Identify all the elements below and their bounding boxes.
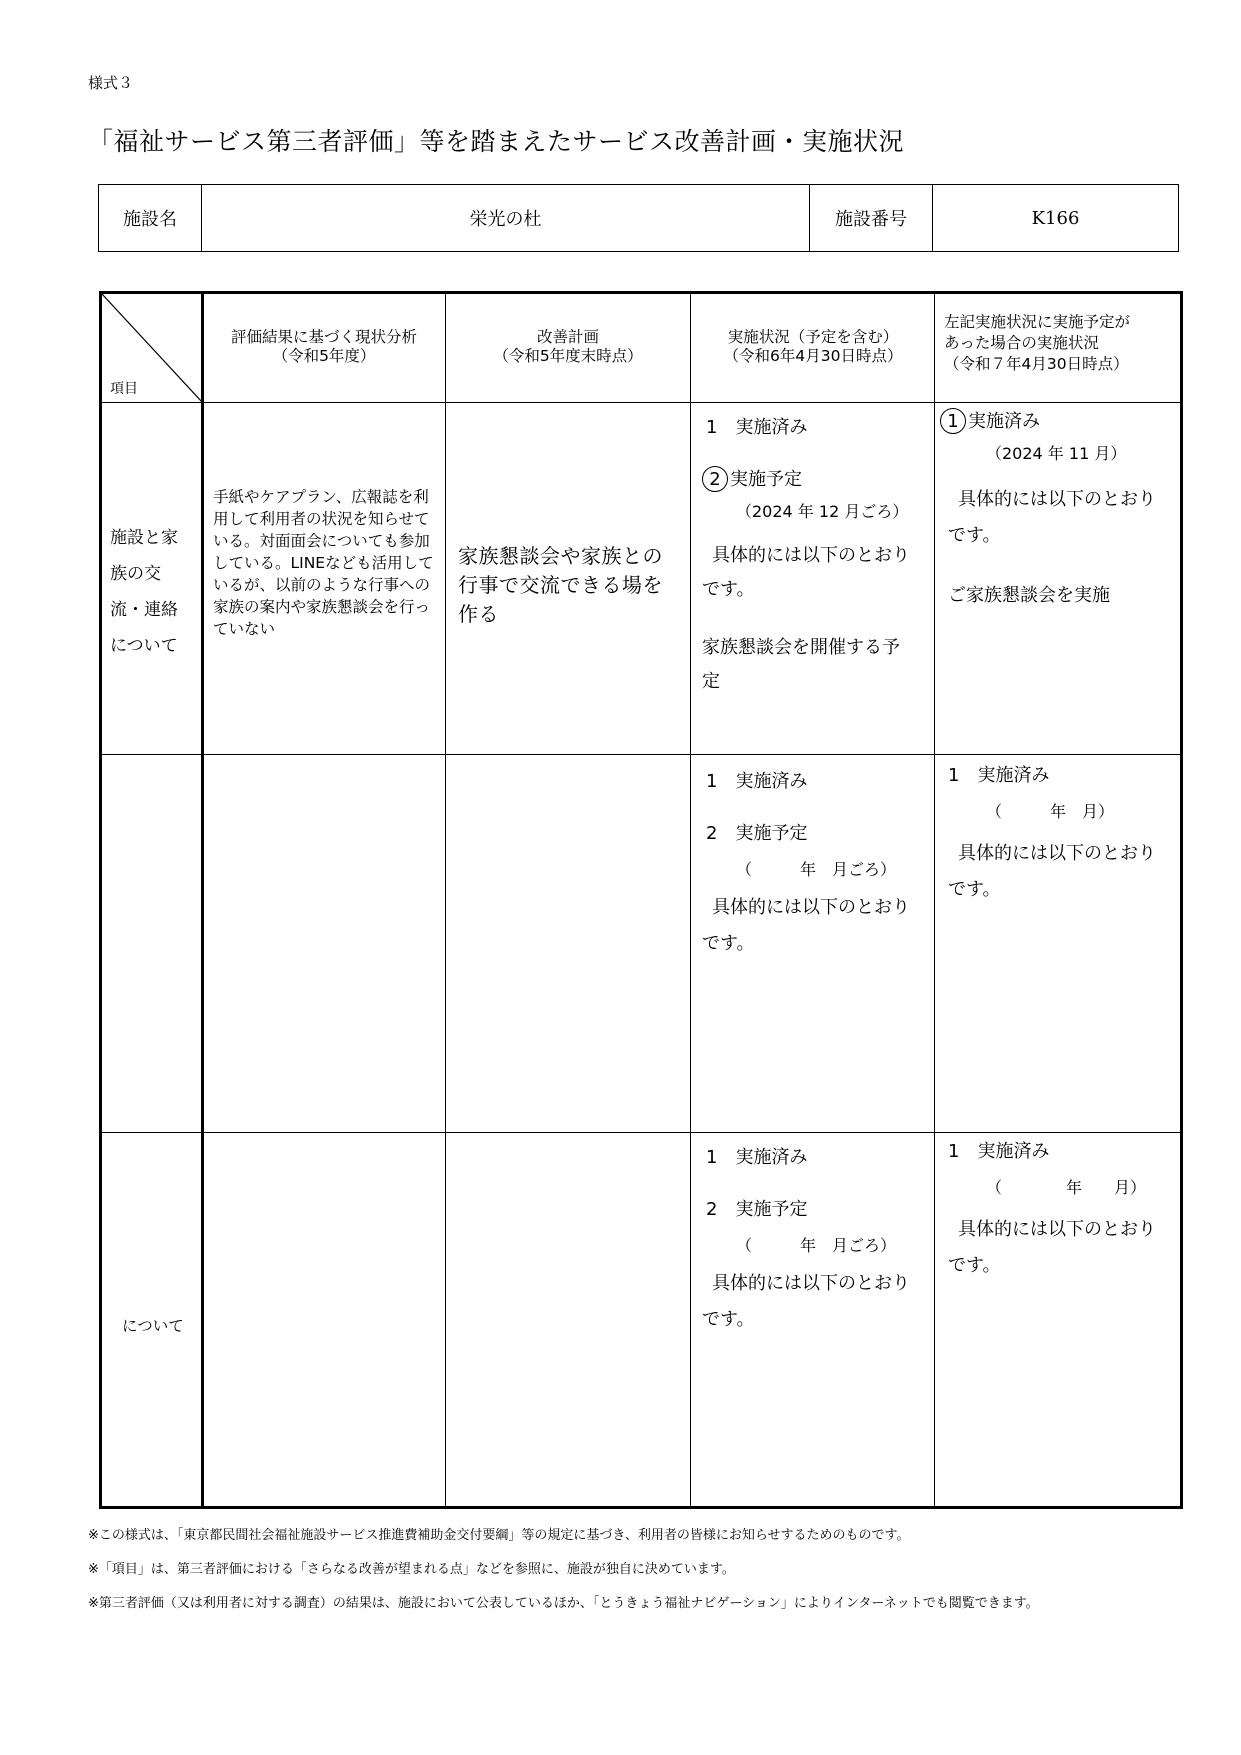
selected-option-circle: 2 bbox=[702, 466, 728, 492]
followup-done: 1 実施済み bbox=[948, 765, 1050, 786]
facility-number-label: 施設番号 bbox=[810, 185, 933, 251]
selected-option-circle: 1 bbox=[940, 408, 966, 434]
header-followup-line: 左記実施状況に実施予定が bbox=[944, 313, 1131, 331]
row1-followup bbox=[940, 408, 1184, 608]
status-detail: です。 bbox=[702, 933, 755, 954]
status-done: 1 実施済み bbox=[706, 771, 808, 792]
column-divider bbox=[445, 294, 446, 1506]
status-detail: 具体的には以下のとおり bbox=[712, 545, 910, 566]
row3-followup bbox=[948, 1140, 1184, 1278]
followup-detail: です。 bbox=[948, 879, 1001, 900]
topic-line: について bbox=[110, 636, 178, 656]
row1-analysis: 手紙やケアプラン、広報誌を利用して利用者の状況を知らせている。対面面会についても参加している。LINEなども活用しているが、以前のような行事への家族の案内や家族懇談会を行っていない bbox=[213, 488, 434, 638]
status-planned: 2 実施予定 bbox=[706, 1199, 808, 1220]
facility-header-table bbox=[98, 184, 1179, 252]
header-followup-line: あった場合の実施状況 bbox=[944, 334, 1099, 352]
header-plan bbox=[446, 328, 690, 366]
row2-followup bbox=[948, 764, 1184, 902]
topic-line: 族の交 bbox=[110, 564, 161, 584]
facility-number: K166 bbox=[1031, 207, 1080, 229]
footnote: ※「項目」は、第三者評価における「さらなる改善が望まれる点」などを参照に、施設が独自に決めています。 bbox=[88, 1562, 735, 1577]
followup-detail: 具体的には以下のとおり bbox=[958, 489, 1156, 510]
topic-line: 施設と家 bbox=[110, 528, 178, 548]
row2-status bbox=[702, 770, 932, 956]
followup-date: （ 年 月） bbox=[986, 1178, 1147, 1197]
followup-note: ご家族懇談会を実施 bbox=[948, 585, 1110, 606]
status-detail: 具体的には以下のとおり bbox=[712, 1273, 910, 1294]
option-number: 1 bbox=[706, 417, 718, 438]
form-number: 様式３ bbox=[88, 74, 134, 92]
facility-name-label: 施設名 bbox=[99, 185, 202, 251]
status-planned: 2 実施予定 bbox=[706, 823, 808, 844]
status-planned-date: （ 年 月ごろ） bbox=[736, 860, 897, 879]
row-divider bbox=[102, 1132, 1180, 1133]
followup-done: 1 実施済み bbox=[948, 1141, 1050, 1162]
status-done: 実施済み bbox=[735, 417, 808, 438]
followup-done: 実施済み bbox=[968, 411, 1040, 432]
footnotes bbox=[88, 1528, 1039, 1630]
topic-line: について bbox=[122, 1317, 184, 1335]
followup-detail: です。 bbox=[948, 1255, 1001, 1276]
status-done: 1 実施済み bbox=[706, 1147, 808, 1168]
status-detail: です。 bbox=[702, 579, 755, 600]
column-divider bbox=[934, 294, 935, 1506]
row1-topic bbox=[110, 520, 198, 664]
status-detail: 具体的には以下のとおり bbox=[712, 897, 910, 918]
followup-date: （ 年 月） bbox=[986, 802, 1115, 821]
footnote: ※第三者評価（又は利用者に対する調査）の結果は、施設において公表しているほか、「とうきょう福祉ナビゲーション」によりインターネットでも閲覧できます。 bbox=[88, 1596, 1039, 1611]
followup-detail: 具体的には以下のとおり bbox=[958, 1219, 1156, 1240]
improvement-plan-table bbox=[99, 291, 1183, 1509]
header-status bbox=[691, 328, 935, 366]
header-status-line: （令和6年4月30日時点） bbox=[723, 347, 903, 365]
facility-name: 栄光の杜 bbox=[202, 185, 810, 251]
status-note: 定 bbox=[702, 671, 720, 692]
item-column-label: 項目 bbox=[110, 381, 138, 397]
status-note: 家族懇談会を開催する予 bbox=[702, 637, 900, 658]
row-divider bbox=[102, 402, 1180, 403]
topic-line: 流・連絡 bbox=[110, 600, 178, 620]
status-planned-date: （ 年 月ごろ） bbox=[736, 1236, 897, 1255]
header-followup bbox=[944, 312, 1184, 375]
row-divider bbox=[102, 754, 1180, 755]
column-divider bbox=[690, 294, 691, 1506]
status-planned: 実施予定 bbox=[730, 469, 802, 490]
status-detail: です。 bbox=[702, 1309, 755, 1330]
status-planned-date: （2024 年 12 月ごろ） bbox=[736, 502, 909, 521]
header-plan-line: （令和5年度末時点） bbox=[493, 347, 643, 365]
followup-detail: です。 bbox=[948, 525, 1001, 546]
header-status-line: 実施状況（予定を含む） bbox=[727, 328, 899, 346]
header-analysis bbox=[202, 328, 446, 366]
header-plan-line: 改善計画 bbox=[536, 328, 599, 346]
row3-topic bbox=[122, 1308, 202, 1344]
header-analysis-line: （令和5年度） bbox=[272, 347, 376, 365]
header-followup-line: （令和７年4月30日時点） bbox=[944, 355, 1129, 373]
row1-plan: 家族懇談会や家族との行事で交流できる場を作る bbox=[458, 544, 663, 626]
corner-cell bbox=[102, 294, 202, 402]
header-analysis-line: 評価結果に基づく現状分析 bbox=[230, 328, 417, 346]
followup-date: （2024 年 11 月） bbox=[986, 444, 1127, 463]
footnote: ※この様式は、「東京都民間社会福祉施設サービス推進費補助金交付要綱」等の規定に基づき、利用者の皆様にお知らせするためのものです。 bbox=[88, 1528, 910, 1543]
followup-detail: 具体的には以下のとおり bbox=[958, 843, 1156, 864]
row3-status bbox=[702, 1146, 932, 1332]
document-title: 「福祉サービス第三者評価」等を踏まえたサービス改善計画・実施状況 bbox=[88, 127, 905, 156]
row1-status bbox=[702, 416, 932, 694]
